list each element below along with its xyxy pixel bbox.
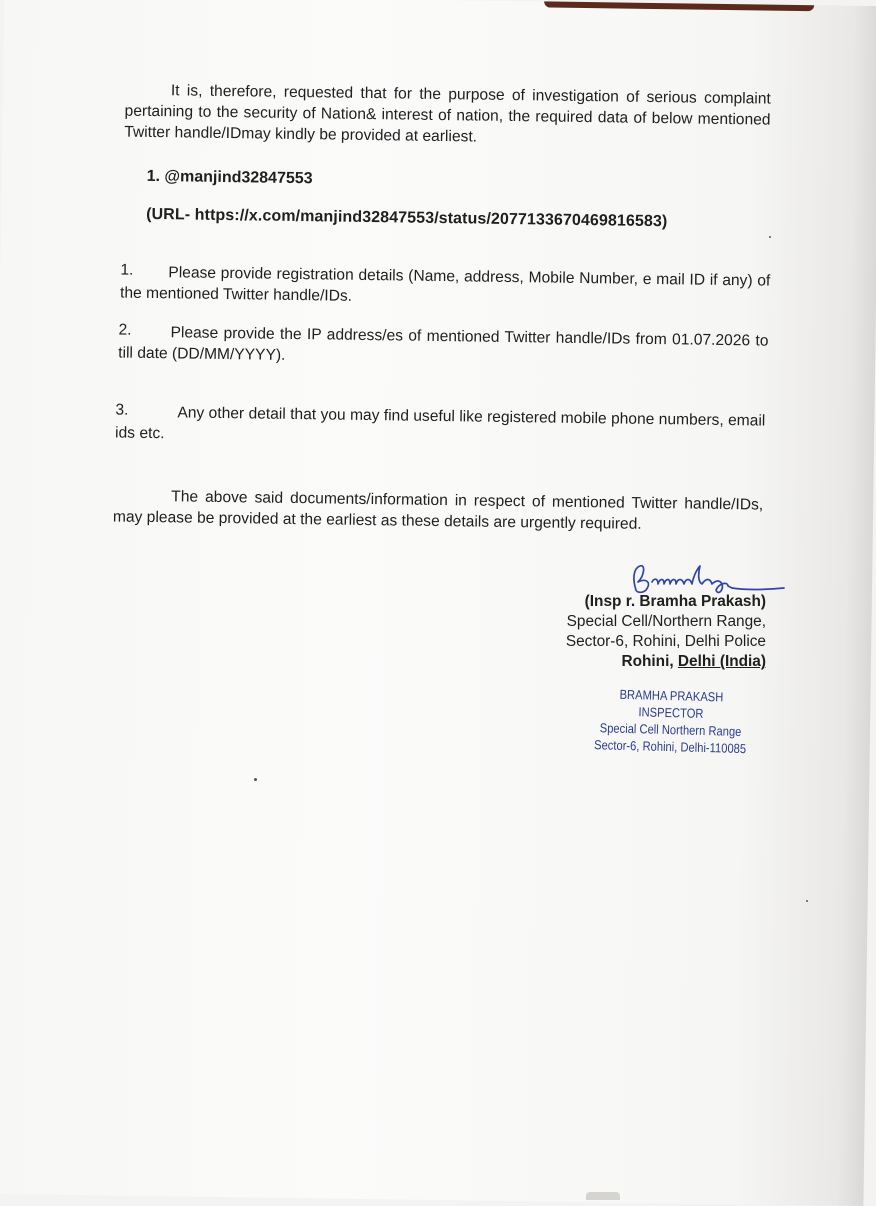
signatory-block <box>556 592 766 672</box>
signatory-city <box>556 652 766 672</box>
request-1-number: 1. <box>120 261 134 279</box>
stamp-address: Sector-6, Rohini, Delhi-110085 <box>593 737 747 757</box>
paper-speck <box>769 236 771 238</box>
request-2-number: 2. <box>118 321 132 339</box>
twitter-handle-line <box>147 168 313 188</box>
request-2-text: Please provide the IP address/es of mentioned Twitter handle/IDs from 01.07.2026 to till date (DD/MM/YYYY). <box>118 324 769 364</box>
stamp-rank: INSPECTOR <box>638 704 704 721</box>
city-underlined: Delhi (India) <box>677 653 766 670</box>
handle-number: 1. <box>146 167 161 186</box>
paper-speck <box>806 900 808 902</box>
twitter-handle: @manjind32847553 <box>164 168 313 188</box>
page-bottom-edge <box>586 1192 620 1200</box>
request-1-text: Please provide registration details (Name, address, Mobile Number, e mail ID if any) of the mentioned Twitter handle/IDs. <box>119 264 771 305</box>
request-3-number: 3. <box>115 401 129 419</box>
closing-paragraph: The above said documents/information in respect of mentioned Twitter handle/IDs, may please be provided at the earliest as these details are urgently required. <box>112 488 764 533</box>
page-top-edge <box>544 1 814 11</box>
stamp-unit: Special Cell Northern Range <box>599 720 742 739</box>
signatory-name: (Insp r. Bramha Prakash) <box>584 593 766 610</box>
request-3-text: Any other detail that you may find useful like registered mobile phone numbers, email ids etc. <box>114 404 766 443</box>
status-url: (URL- https://x.com/manjind32847553/status/2077133670469816583) <box>146 205 668 231</box>
city-text: Rohini, <box>621 653 678 670</box>
stamp-name: BRAMHA PRAKASH <box>619 686 724 705</box>
official-stamp <box>588 685 753 757</box>
paper-speck <box>254 778 257 781</box>
signatory-unit: Special Cell/Northern Range, <box>566 613 766 630</box>
intro-paragraph: It is, therefore, requested that for the purpose of investigation of serious complaint pertaining to the security of Nation& interest of nation, the required data of below mentioned Twitter handle/IDmay kindly be provided at earliest. <box>124 82 771 146</box>
signatory-address: Sector-6, Rohini, Delhi Police <box>565 633 766 650</box>
